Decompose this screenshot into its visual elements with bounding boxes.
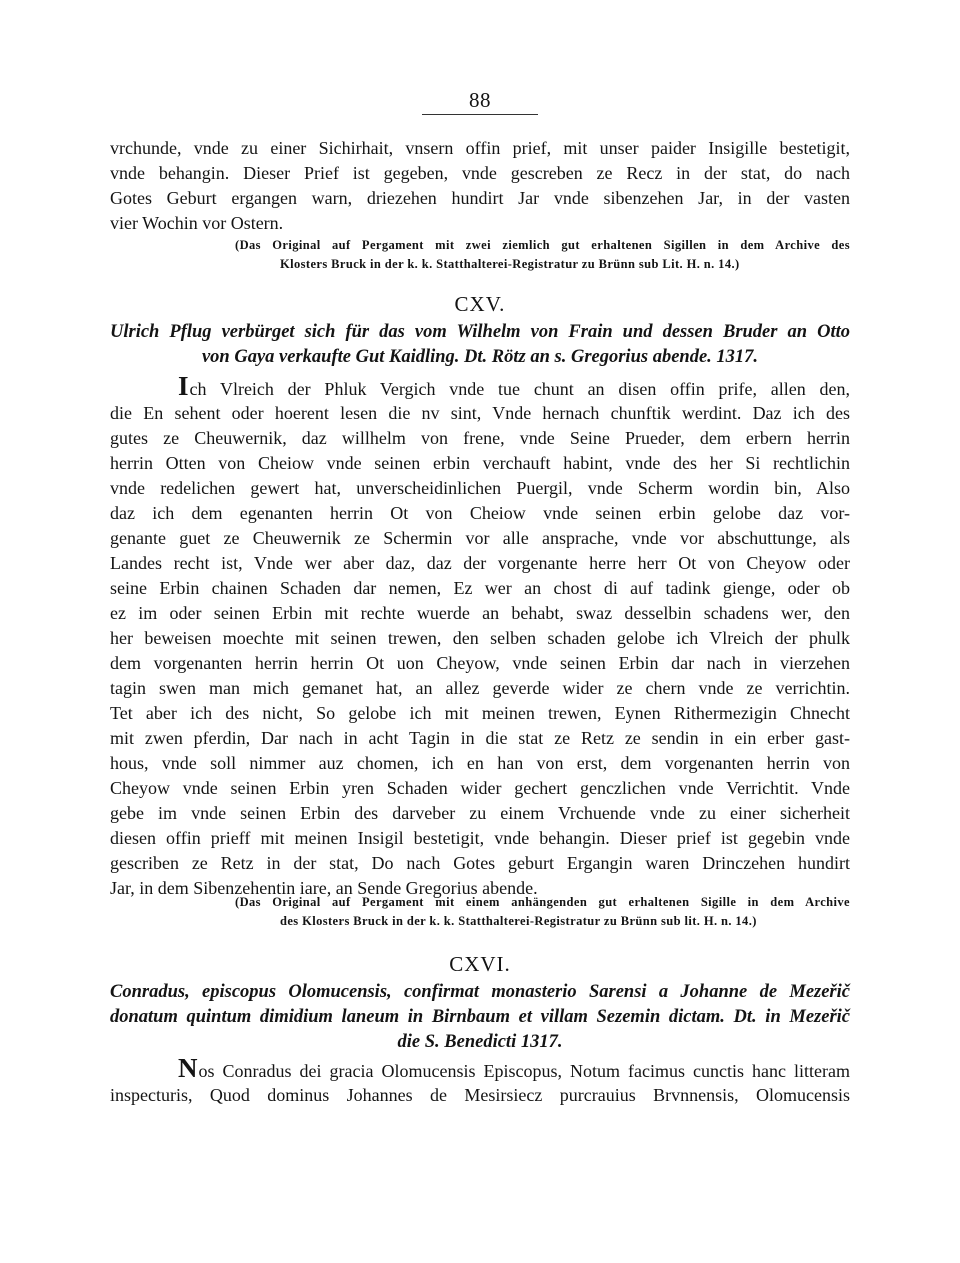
intro-paragraph <box>110 136 850 236</box>
section-title-cxvi <box>110 980 850 1055</box>
note-line: des Klosters Bruck in der k. k. Statthalterei-Registratur zu Brünn sub lit. H. n. 14.) <box>280 914 757 928</box>
title-line: donatum quintum dimidium laneum in Birnbaum et villam Sezemin dictam. Dt. in Mezeřič <box>110 1007 850 1027</box>
text-line: genante guet ze Cheuwernik ze Schermin vor alle ansprache, vnde vor abschuttunge, als <box>110 528 850 548</box>
drop-cap: N <box>178 1053 198 1083</box>
text-line: her beweisen moechte mit seinen trewen, den selben schaden gelobe ich Vlreich der phulk <box>110 628 850 648</box>
text-line: vier Wochin vor Ostern. <box>110 213 284 233</box>
page-number-rule <box>422 114 538 115</box>
section-title-cxv <box>110 320 850 370</box>
title-line: Conradus, episcopus Olomucensis, confirmat monasterio Sarensi a Johanne de Mezeřič <box>110 982 850 1002</box>
text-line: gutes ze Cheuwernik, daz willhelm von frene, vnde Seine Prueder, dem erbern herrin <box>110 428 850 448</box>
note-line: (Das Original auf Pergament mit zwei ziemlich gut erhaltenen Sigillen in dem Archive des <box>235 238 850 252</box>
text-line: die En sehent oder hoerent lesen die nv sint, Vnde hernach chunftik werdint. Daz ich des <box>110 403 850 423</box>
text-line: os Conradus dei gracia Olomucensis Episcopus, Notum facimus cunctis hanc litteram <box>198 1061 850 1081</box>
text-line: diesen offin prieff mit meinen Insigil bestetigit, vnde behangin. Dieser prief ist gegebin vnde <box>110 828 850 848</box>
section-body-cxv <box>110 371 850 901</box>
text-line: ez im oder seinen Erbin mit rechte wuerde an behabt, swaz desselbin schadens wer, den <box>110 603 850 623</box>
text-line: mit zwen pferdin, Dar nach in acht Tagin in die stat ze Retz ze sendin in ein erber gast- <box>110 728 850 748</box>
drop-cap: I <box>178 371 189 401</box>
text-line: inspecturis, Quod dominus Johannes de Mesirsiecz purcrauius Brvnnensis, Olomucensis <box>110 1085 850 1105</box>
text-line-with-dropcap <box>110 1053 850 1083</box>
title-line: von Gaya verkaufte Gut Kaidling. Dt. Rötz an s. Gregorius abende. 1317. <box>201 347 759 367</box>
text-line: daz ich dem egenanten herrin Ot von Cheiow vnde seinen erbin gelobe daz vor- <box>110 503 850 523</box>
text-line: ch Vlreich der Phluk Vergich vnde tue chunt an disen offin prife, allen den, <box>189 379 850 399</box>
note-line: (Das Original auf Pergament mit einem anhängenden gut erhaltenen Sigille in dem Archive <box>235 895 850 909</box>
text-line: Gotes Geburt ergangen warn, driezehen hundirt Jar vnde sibenzehen Jar, in der vasten <box>110 188 850 208</box>
title-line: Ulrich Pflug verbürget sich für das vom Wilhelm von Frain und dessen Bruder an Otto <box>110 322 850 342</box>
text-line: vnde redelichen gewert hat, unverscheidinlichen Puergil, vnde Scherm wordin bin, Also <box>110 478 850 498</box>
text-line-with-dropcap <box>110 371 850 401</box>
note-line: Klosters Bruck in der k. k. Statthalterei-Registratur zu Brünn sub Lit. H. n. 14.) <box>280 257 740 271</box>
text-line: dem vorgenanten herrin herrin Ot uon Cheyow, vnde seinen Erbin dar nach in vierzehen <box>110 653 850 673</box>
text-line: gebe im vnde seinen Erbin des darveber zu einem Vrchuende vnde zu einer sicherheit <box>110 803 850 823</box>
text-line: gescriben ze Retz in der stat, Do nach Gotes geburt Ergangin waren Drinczehen hundirt <box>110 853 850 873</box>
section-body-cxvi <box>110 1053 850 1108</box>
text-line: vrchunde, vnde zu einer Sichirhait, vnsern offin prief, mit unser paider Insigille bestetigit, <box>110 138 850 158</box>
text-line: Jar, in dem Sibenzehentin iare, an Sende Gregorius abende. <box>110 878 538 898</box>
text-line: vnde behangin. Dieser Prief ist gegeben, vnde gescreben ze Recz in der stat, do nach <box>110 163 850 183</box>
archive-note-2 <box>110 893 850 931</box>
page-number: 88 <box>469 88 491 112</box>
title-line: die S. Benedicti 1317. <box>397 1032 563 1052</box>
section-number-cxv: CXV. <box>454 292 506 316</box>
text-line: seine Erbin chainen Schaden dar nemen, Ez wer an chost di auf tadink gienge, oder ob <box>110 578 850 598</box>
text-line: herrin Otten von Cheiow vnde seinen erbin verchauft habint, vnde des her Si rechtlichin <box>110 453 850 473</box>
text-line: Cheyow vnde seinen Erbin yren Schaden wider gechert genczlichen vnde Verrichtit. Vnde <box>110 778 850 798</box>
section-number-cxvi: CXVI. <box>449 952 511 976</box>
archive-note-1 <box>110 236 850 274</box>
text-line: tagin swen man mich gemanet hat, an allez geverde wider ze chern vnde ze verrichtin. <box>110 678 850 698</box>
text-line: Tet aber ich des nicht, So gelobe ich mit meinen trewen, Eynen Rithermezigin Chnecht <box>110 703 850 723</box>
text-line: Landes recht ist, Vnde wer aber daz, daz der vorgenante herre herr Ot von Cheyow oder <box>110 553 850 573</box>
text-line: hous, vnde soll nimmer auz chomen, ich en han von erst, dem vorgenanten herrin von <box>110 753 850 773</box>
